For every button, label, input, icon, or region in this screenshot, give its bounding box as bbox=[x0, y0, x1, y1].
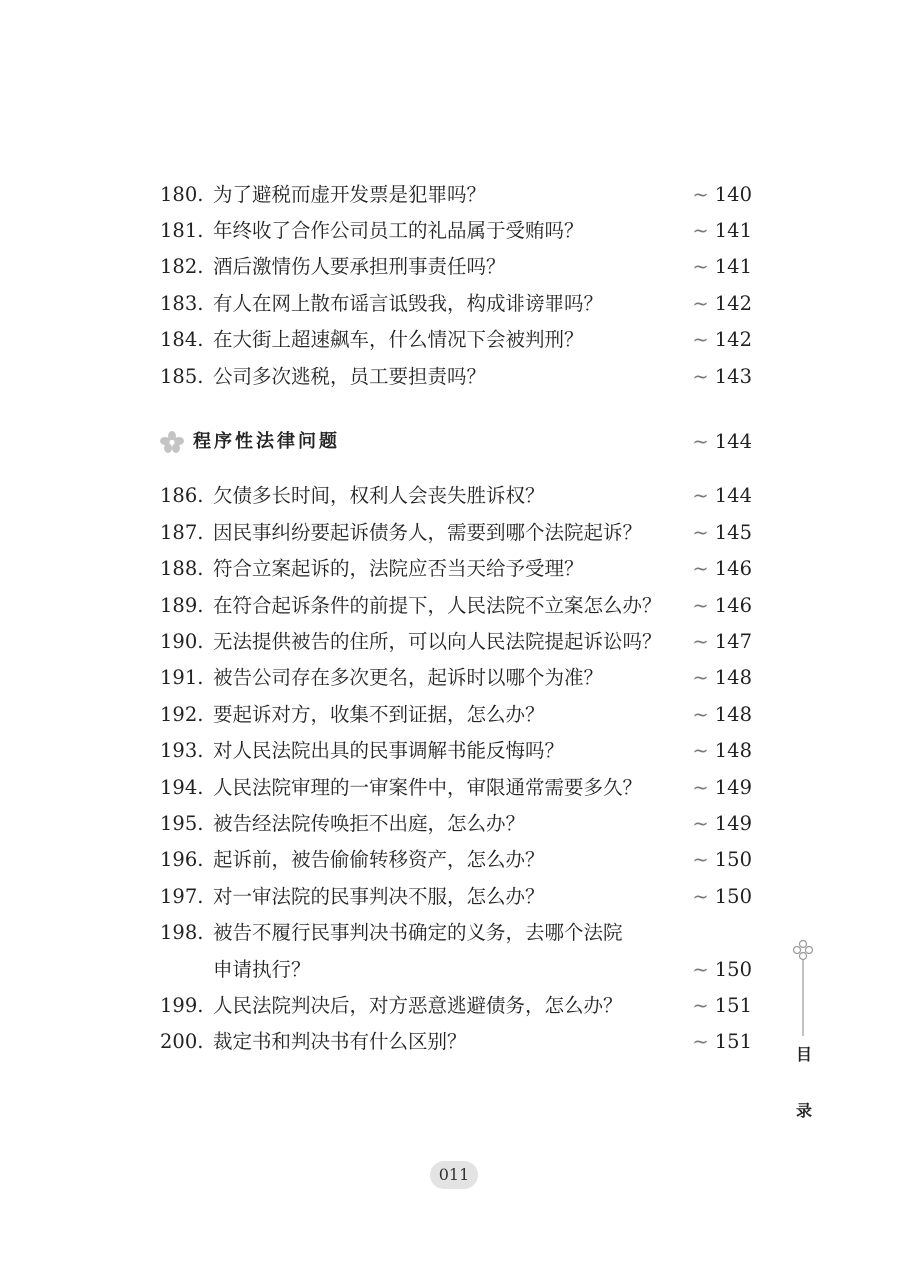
toc-entry[interactable] bbox=[160, 515, 752, 551]
entry-page-number: 148 bbox=[714, 703, 752, 726]
entry-number: 195. bbox=[160, 812, 204, 835]
toc-entry[interactable] bbox=[160, 915, 752, 951]
side-tab bbox=[786, 930, 820, 1130]
entry-page bbox=[692, 177, 752, 213]
entry-number: 181. bbox=[160, 219, 204, 242]
entry-page bbox=[692, 1024, 752, 1060]
entry-page bbox=[692, 359, 752, 395]
tilde: ~ bbox=[692, 219, 709, 242]
toc-entry[interactable] bbox=[160, 624, 752, 660]
entry-title: 起诉前，被告偷偷转移资产，怎么办？ bbox=[213, 848, 545, 871]
section-header[interactable] bbox=[160, 424, 752, 460]
entry-page-number: 142 bbox=[714, 292, 752, 315]
entry-title: 无法提供被告的住所，可以向人民法院提起诉讼吗？ bbox=[213, 630, 662, 653]
side-tab-char-lu: 录 bbox=[796, 1101, 813, 1120]
section-title: 程序性法律问题 bbox=[193, 431, 340, 452]
tilde: ~ bbox=[692, 484, 709, 507]
entry-page bbox=[692, 660, 752, 696]
entry-title: 符合立案起诉的，法院应否当天给予受理？ bbox=[213, 557, 584, 580]
entry-number: 187. bbox=[160, 521, 204, 544]
entry-number: 183. bbox=[160, 292, 204, 315]
entry-number: 185. bbox=[160, 365, 204, 388]
entry-page-number: 149 bbox=[714, 776, 752, 799]
entry-page-number: 145 bbox=[714, 521, 752, 544]
entry-title: 人民法院判决后，对方恶意逃避债务，怎么办？ bbox=[213, 994, 623, 1017]
entry-number: 189. bbox=[160, 594, 204, 617]
entry-number: 192. bbox=[160, 703, 204, 726]
entry-page-number: 151 bbox=[714, 1030, 752, 1053]
entry-title: 为了避税而虚开发票是犯罪吗？ bbox=[213, 183, 487, 206]
tilde: ~ bbox=[692, 703, 709, 726]
tilde: ~ bbox=[692, 328, 709, 351]
entry-page-number: 148 bbox=[714, 739, 752, 762]
entry-page bbox=[692, 842, 752, 878]
entry-page-number: 150 bbox=[714, 848, 752, 871]
entry-page bbox=[692, 733, 752, 769]
tilde: ~ bbox=[692, 1030, 709, 1053]
entry-title: 人民法院审理的一审案件中，审限通常需要多久？ bbox=[213, 776, 643, 799]
entry-number: 194. bbox=[160, 776, 204, 799]
entry-page bbox=[692, 988, 752, 1024]
entry-page bbox=[692, 515, 752, 551]
section-page-number: 144 bbox=[714, 430, 752, 453]
entry-page bbox=[692, 478, 752, 514]
entry-page-number: 147 bbox=[714, 630, 752, 653]
tilde: ~ bbox=[692, 630, 709, 653]
section-page bbox=[692, 424, 752, 460]
toc-entry-continuation[interactable] bbox=[160, 952, 752, 988]
entry-number: 198. bbox=[160, 921, 204, 944]
entry-number: 184. bbox=[160, 328, 204, 351]
toc-entry[interactable] bbox=[160, 842, 752, 878]
toc-entry[interactable] bbox=[160, 697, 752, 733]
entry-number: 199. bbox=[160, 994, 204, 1017]
flower-icon bbox=[160, 431, 184, 453]
entry-title: 裁定书和判决书有什么区别？ bbox=[213, 1030, 467, 1053]
toc-entry[interactable] bbox=[160, 1024, 752, 1060]
tilde: ~ bbox=[692, 739, 709, 762]
entry-title: 被告经法院传唤拒不出庭，怎么办？ bbox=[213, 812, 526, 835]
entry-page bbox=[692, 551, 752, 587]
toc-entry[interactable] bbox=[160, 286, 752, 322]
entry-page bbox=[692, 770, 752, 806]
toc-entry[interactable] bbox=[160, 879, 752, 915]
tilde: ~ bbox=[692, 183, 709, 206]
entry-page bbox=[692, 952, 752, 988]
entry-page-number: 141 bbox=[714, 219, 752, 242]
toc-entry[interactable] bbox=[160, 359, 752, 395]
entry-page-number: 143 bbox=[714, 365, 752, 388]
tilde: ~ bbox=[692, 521, 709, 544]
entry-page-number: 146 bbox=[714, 557, 752, 580]
entry-page bbox=[692, 588, 752, 624]
entry-page-number: 142 bbox=[714, 328, 752, 351]
entry-title: 在大街上超速飙车，什么情况下会被判刑？ bbox=[213, 328, 584, 351]
entry-number: 188. bbox=[160, 557, 204, 580]
tilde: ~ bbox=[692, 666, 709, 689]
entry-title: 被告不履行民事判决书确定的义务，去哪个法院 bbox=[213, 921, 623, 944]
entry-number: 180. bbox=[160, 183, 204, 206]
toc-entry[interactable] bbox=[160, 322, 752, 358]
entry-page-number: 151 bbox=[714, 994, 752, 1017]
toc-entry[interactable] bbox=[160, 988, 752, 1024]
entry-title: 欠债多长时间，权利人会丧失胜诉权？ bbox=[213, 484, 545, 507]
entry-page bbox=[692, 286, 752, 322]
toc-entry[interactable] bbox=[160, 249, 752, 285]
entry-title: 年终收了合作公司员工的礼品属于受贿吗？ bbox=[213, 219, 584, 242]
tilde: ~ bbox=[692, 255, 709, 278]
toc-entry[interactable] bbox=[160, 733, 752, 769]
toc-entry[interactable] bbox=[160, 478, 752, 514]
tilde: ~ bbox=[692, 594, 709, 617]
entry-page-number: 141 bbox=[714, 255, 752, 278]
entry-page-number: 146 bbox=[714, 594, 752, 617]
entry-title: 要起诉对方，收集不到证据，怎么办？ bbox=[213, 703, 545, 726]
toc-entry[interactable] bbox=[160, 213, 752, 249]
tilde: ~ bbox=[692, 365, 709, 388]
entry-title: 因民事纠纷要起诉债务人，需要到哪个法院起诉？ bbox=[213, 521, 643, 544]
entry-number: 186. bbox=[160, 484, 204, 507]
entry-page bbox=[692, 322, 752, 358]
entry-title: 有人在网上散布谣言诋毁我，构成诽谤罪吗？ bbox=[213, 292, 604, 315]
entry-page bbox=[692, 806, 752, 842]
entry-number: 182. bbox=[160, 255, 204, 278]
entry-page bbox=[692, 697, 752, 733]
entry-page bbox=[692, 879, 752, 915]
entry-title: 对人民法院出具的民事调解书能反悔吗？ bbox=[213, 739, 565, 762]
tilde: ~ bbox=[692, 848, 709, 871]
entry-page-number: 144 bbox=[714, 484, 752, 507]
tilde: ~ bbox=[692, 994, 709, 1017]
entry-page bbox=[692, 624, 752, 660]
entry-number: 197. bbox=[160, 885, 204, 908]
entry-title-continuation: 申请执行？ bbox=[213, 958, 311, 981]
entry-title: 公司多次逃税，员工要担责吗？ bbox=[213, 365, 487, 388]
tilde: ~ bbox=[692, 812, 709, 835]
entry-number: 196. bbox=[160, 848, 204, 871]
toc-entry[interactable] bbox=[160, 660, 752, 696]
toc-entry[interactable] bbox=[160, 551, 752, 587]
entry-page-number: 150 bbox=[714, 885, 752, 908]
entry-page-number: 148 bbox=[714, 666, 752, 689]
tilde: ~ bbox=[692, 776, 709, 799]
tilde: ~ bbox=[692, 430, 709, 453]
entry-title: 在符合起诉条件的前提下，人民法院不立案怎么办？ bbox=[213, 594, 662, 617]
entry-number: 193. bbox=[160, 739, 204, 762]
entry-page-number: 140 bbox=[714, 183, 752, 206]
entry-title: 酒后激情伤人要承担刑事责任吗？ bbox=[213, 255, 506, 278]
toc-entry[interactable] bbox=[160, 588, 752, 624]
knot-ornament-icon bbox=[791, 936, 815, 1036]
tilde: ~ bbox=[692, 958, 709, 981]
toc-entry[interactable] bbox=[160, 177, 752, 213]
entry-title: 对一审法院的民事判决不服，怎么办？ bbox=[213, 885, 545, 908]
entry-page bbox=[692, 249, 752, 285]
tilde: ~ bbox=[692, 292, 709, 315]
entry-page bbox=[692, 213, 752, 249]
toc-entry[interactable] bbox=[160, 770, 752, 806]
entry-title: 被告公司存在多次更名，起诉时以哪个为准？ bbox=[213, 666, 604, 689]
entry-number: 191. bbox=[160, 666, 204, 689]
entry-page-number: 150 bbox=[714, 958, 752, 981]
entry-number: 200. bbox=[160, 1030, 204, 1053]
tilde: ~ bbox=[692, 557, 709, 580]
tilde: ~ bbox=[692, 885, 709, 908]
side-tab-char-mu: 目 bbox=[796, 1045, 813, 1064]
toc-entry[interactable] bbox=[160, 806, 752, 842]
entry-number: 190. bbox=[160, 630, 204, 653]
page-number: 011 bbox=[430, 1161, 478, 1189]
entry-page-number: 149 bbox=[714, 812, 752, 835]
